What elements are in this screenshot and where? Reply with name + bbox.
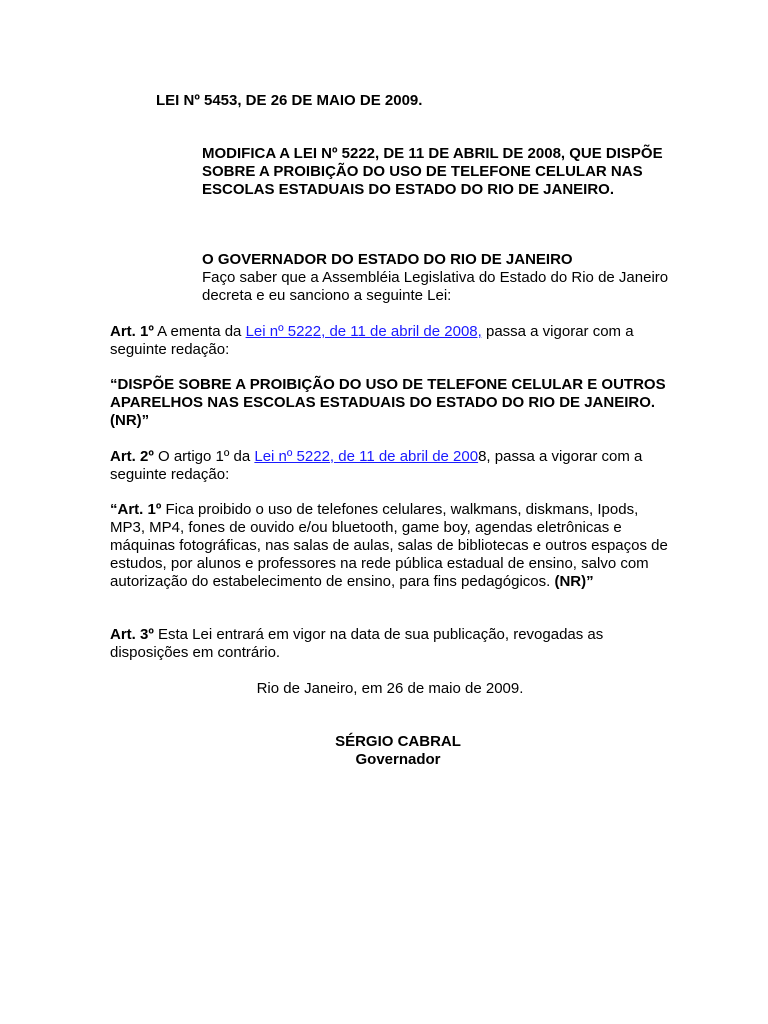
law-5222-link-2[interactable]: Lei nº 5222, de 11 de abril de 200 [254, 448, 479, 465]
article-2 [110, 448, 670, 484]
law-ementa: MODIFICA A LEI Nº 5222, DE 11 DE ABRIL DE 2008, QUE DISPÕE SOBRE A PROIBIÇÃO DO USO DE TELEFONE CELULAR NAS ESCOLAS ESTADUAIS DO ESTADO DO RIO DE JANEIRO. [202, 145, 663, 198]
article-2-text-after: 8, passa a vigorar com a seguinte redação: [110, 448, 643, 483]
article-2-label: Art. 2º [110, 448, 154, 465]
signature-name: SÉRGIO CABRAL [335, 733, 461, 750]
governor-statement: Faço saber que a Assembléia Legislativa do Estado do Rio de Janeiro decreta e eu sanciono a seguinte Lei: [202, 269, 669, 304]
article-3-label: Art. 3º [110, 626, 154, 643]
quoted-article-1-text: Fica proibido o uso de telefones celulares, walkmans, diskmans, Ipods, MP3, MP4, fones de ouvido e/ou bluetooth, game boy, agendas eletrônicas e máquinas fotográficas, nas salas de aulas, salas de bibliotecas e outros espaços de estudos, por alunos e professores na rede pública estadual de ensino, salvo com autorização do estabelecimento de ensino, para fins pedagógicos. [110, 501, 668, 590]
article-1 [110, 323, 670, 359]
governor-heading: O GOVERNADOR DO ESTADO DO RIO DE JANEIRO [202, 251, 573, 268]
article-3-text: Esta Lei entrará em vigor na data de sua publicação, revogadas as disposições em contrário. [110, 626, 604, 661]
article-1-text-before: A ementa da [153, 323, 246, 340]
quoted-ementa: “DISPÕE SOBRE A PROIBIÇÃO DO USO DE TELEFONE CELULAR E OUTROS APARELHOS NAS ESCOLAS ESTADUAIS DO ESTADO DO RIO DE JANEIRO.(NR)” [110, 376, 666, 429]
article-1-text-after: passa a vigorar com a seguinte redação: [110, 323, 634, 358]
article-3 [110, 626, 670, 662]
date-line: Rio de Janeiro, em 26 de maio de 2009. [256, 680, 524, 697]
law-5222-link[interactable]: Lei nº 5222, de 11 de abril de 2008, [245, 323, 482, 340]
signature-title: Governador [355, 751, 441, 768]
article-1-label: Art. 1º [110, 323, 154, 340]
quoted-article-1 [110, 501, 670, 591]
quoted-article-1-suffix: (NR)” [554, 573, 594, 590]
article-2-text-before: O artigo 1º da [153, 448, 255, 465]
law-title: LEI Nº 5453, DE 26 DE MAIO DE 2009. [156, 92, 423, 109]
quoted-article-1-label: “Art. 1º [110, 501, 162, 518]
